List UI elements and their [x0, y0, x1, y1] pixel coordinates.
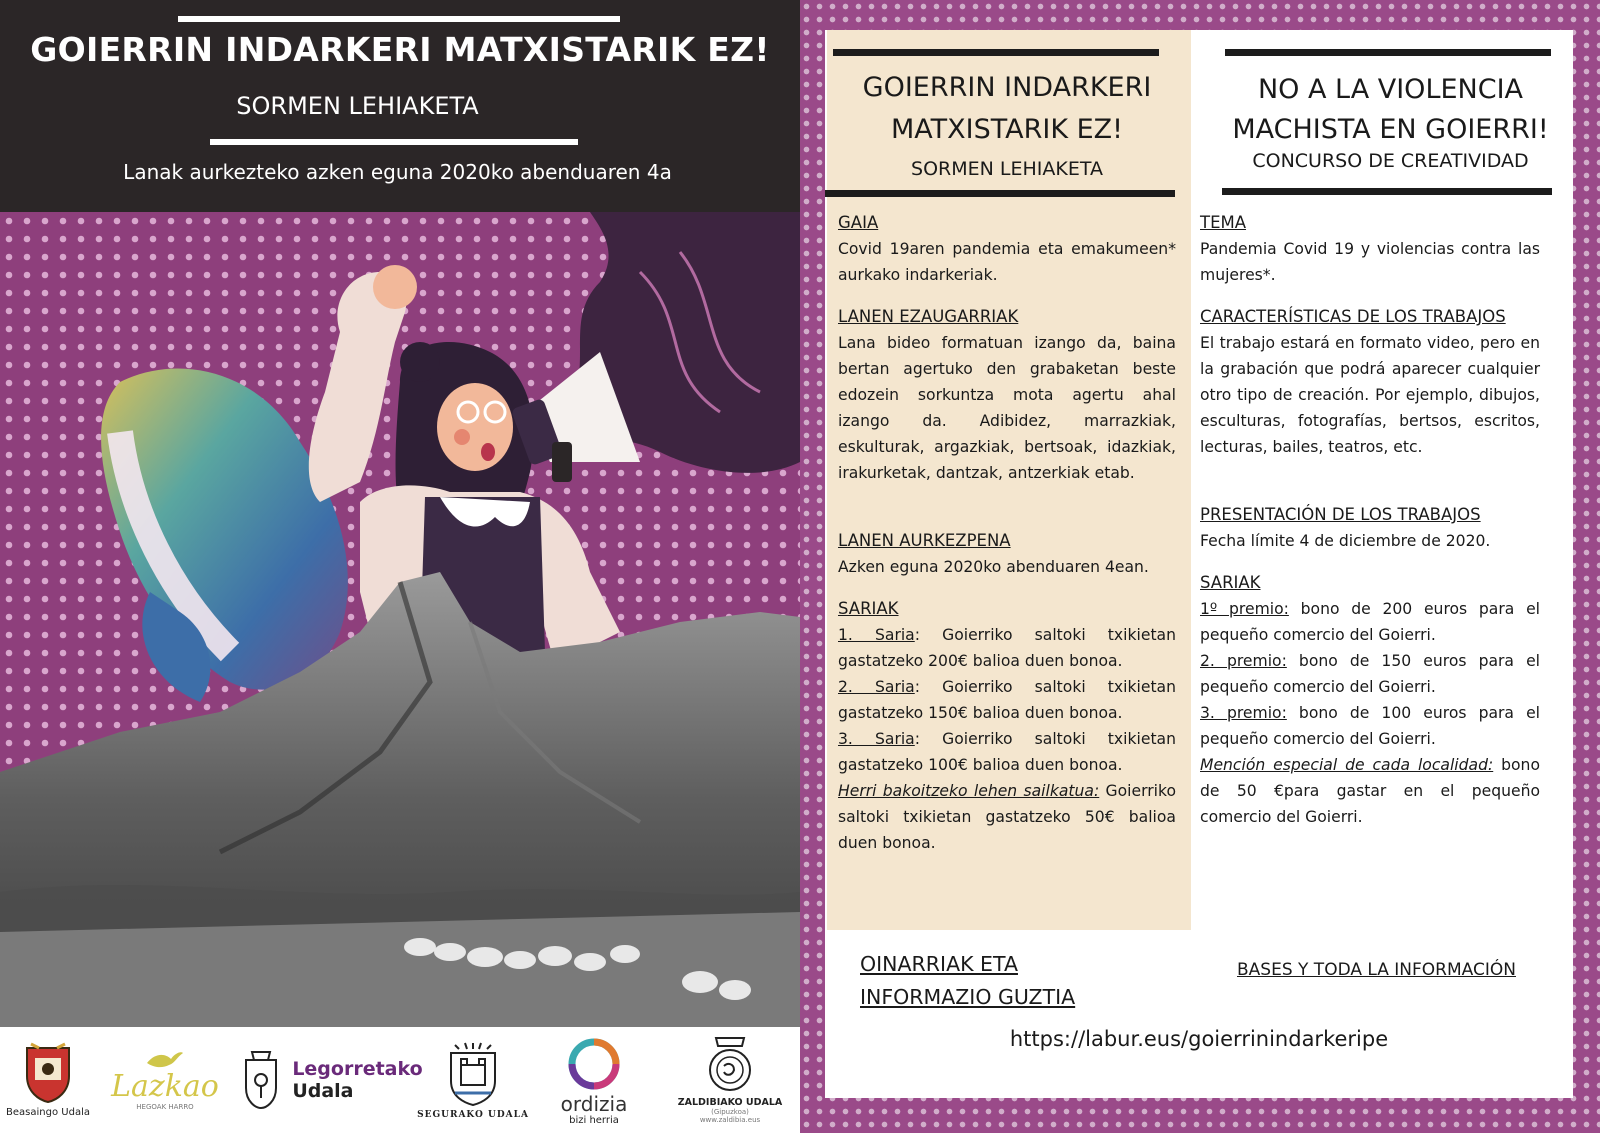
- eu-header-rule-top: [833, 49, 1159, 56]
- es-tema-heading: TEMA: [1200, 213, 1247, 232]
- eu-prize-2-label: 2. Saria: [838, 678, 915, 696]
- eu-gaia-heading: GAIA: [838, 213, 879, 232]
- eu-prize-4-label: Herri bakoitzeko lehen sailkatua:: [838, 782, 1100, 800]
- segura-caption: SEGURAKO UDALA: [417, 1109, 529, 1120]
- es-prize-2: [1200, 648, 1540, 700]
- segura-logo: [418, 1027, 528, 1133]
- es-prize-4: [1200, 752, 1540, 830]
- eu-prize-1-text: : Goierriko saltoki txikietan gastatzeko 200€ balioa duen bonoa.: [838, 626, 1176, 670]
- es-present-text: Fecha límite 4 de diciembre de 2020.: [1200, 532, 1491, 550]
- beasain-shield-icon: [23, 1042, 73, 1104]
- eu-header-rule-bottom: [825, 190, 1175, 197]
- eu-title-line2: MATXISTARIK EZ!: [890, 114, 1124, 145]
- es-title-line2: MACHISTA EN GOIERRI!: [1232, 114, 1549, 145]
- municipality-logos: [0, 1027, 800, 1133]
- poster-illustration: [0, 212, 800, 1027]
- eu-prize-3-text: : Goierriko saltoki txikietan gastatzeko 100€ balioa duen bonoa.: [838, 730, 1176, 774]
- es-tema-text: Pandemia Covid 19 y violencias contra las mujeres*.: [1200, 240, 1540, 284]
- lazkao-tagline: HEGOAK HARRO: [136, 1103, 194, 1111]
- es-prize-1: [1200, 596, 1540, 648]
- es-sariak-heading: SARIAK: [1200, 573, 1261, 592]
- es-bases-link[interactable]: BASES Y TODA LA INFORMACIÓN: [1237, 960, 1516, 980]
- es-prize-3: [1200, 700, 1540, 752]
- meadow: [0, 912, 800, 1027]
- eu-prize-3-label: 3. Saria: [838, 730, 915, 748]
- ordizia-tagline: bizi herria: [569, 1114, 619, 1126]
- header-rule-top: [178, 16, 620, 22]
- poster-deadline: Lanak aurkezteko azken eguna 2020ko abenduaren 4a: [123, 160, 672, 184]
- eu-sariak-heading: SARIAK: [838, 599, 899, 618]
- eu-prize-1-label: 1. Saria: [838, 626, 915, 644]
- es-present-heading: PRESENTACIÓN DE LOS TRABAJOS: [1200, 505, 1481, 524]
- poster-subtitle: SORMEN LEHIAKETA: [236, 92, 479, 120]
- es-caract-text: El trabajo estará en formato video, pero en la grabación que podrá aparecer cualquier otro tipo de creación. Por ejemplo, dibujos, esculturas, fotografías, bertsos, escritos, lecturas, bailes, teatros, etc.: [1200, 334, 1540, 456]
- lazkao-logo: [110, 1027, 220, 1133]
- es-prize-3-label: 3. premio:: [1200, 704, 1287, 722]
- eu-lanen-heading: LANEN EZAUGARRIAK: [838, 307, 1019, 326]
- zaldibia-caption: ZALDIBIAKO UDALA: [677, 1097, 783, 1108]
- eu-prize-1: [838, 622, 1176, 674]
- eu-aurkezpena-heading: LANEN AURKEZPENA: [838, 531, 1011, 550]
- eu-prize-3: [838, 726, 1176, 778]
- eu-prize-4: [838, 778, 1176, 856]
- info-url-link[interactable]: https://labur.eus/goierrinindarkeripe: [1009, 1027, 1389, 1051]
- eu-title-line1: GOIERRIN INDARKERI: [862, 72, 1152, 103]
- legorreta-wordmark: [292, 1058, 422, 1102]
- ordizia-ring-icon: [565, 1035, 623, 1093]
- eu-prize-4-text: Goierriko saltoki txikietan gastatzeko 50€ balioa duen bonoa.: [838, 782, 1176, 852]
- illustration-svg: [0, 212, 800, 1027]
- eu-column: [838, 210, 1176, 856]
- face: [437, 383, 513, 471]
- segura-shield-icon: [445, 1041, 501, 1107]
- eu-subtitle: SORMEN LEHIAKETA: [911, 158, 1103, 180]
- es-prize-1-text: bono de 200 euros para el pequeño comercio del Goierri.: [1200, 600, 1540, 644]
- es-prize-2-label: 2. premio:: [1200, 652, 1287, 670]
- es-header-rule-top: [1225, 49, 1551, 56]
- right-poster: [800, 0, 1600, 1133]
- ordizia-wordmark: ordizia: [560, 1091, 628, 1116]
- poster-header: [0, 0, 800, 212]
- es-prize-1-label: 1º premio:: [1200, 600, 1289, 618]
- es-prize-3-text: bono de 100 euros para el pequeño comercio del Goierri.: [1200, 704, 1540, 748]
- eu-lanen-text: Lana bideo formatuan izango da, baina bertan agertuko den grabaketan beste edozein sorkuntza mota agertu ahal izango da. Adibidez, marrazkiak, eskulturak, argazkiak, bertsoak, idazkiak, irakurketak, dantzak, antzerkiak etab.: [838, 334, 1176, 482]
- es-prize-4-label: Mención especial de cada localidad:: [1200, 756, 1494, 774]
- es-prize-4-text: bono de 50 €para gastar en el pequeño comercio del Goierri.: [1200, 756, 1540, 826]
- zaldibia-logo: [675, 1027, 785, 1133]
- es-header-rule-bottom: [1222, 188, 1552, 195]
- beasain-caption: Beasaingo Udala: [6, 1107, 90, 1118]
- info-card: [825, 30, 1573, 1098]
- es-caract-heading: CARACTERÍSTICAS DE LOS TRABAJOS: [1200, 307, 1506, 326]
- legorreta-shield-icon: [242, 1050, 280, 1110]
- es-title-line1: NO A LA VIOLENCIA: [1257, 74, 1524, 105]
- eu-prize-2: [838, 674, 1176, 726]
- legorreta-wordmark-line1: Legorretako: [292, 1058, 423, 1080]
- eu-prize-2-text: : Goierriko saltoki txikietan gastatzeko 150€ balioa duen bonoa.: [838, 678, 1176, 722]
- legorreta-wordmark-line2: Udala: [292, 1080, 354, 1102]
- bird-icon: [145, 1049, 185, 1071]
- poster-title: GOIERRIN INDARKERI MATXISTARIK EZ!: [30, 30, 770, 69]
- lazkao-wordmark: Lazkao: [111, 1069, 219, 1104]
- beasain-logo: [8, 1027, 88, 1133]
- es-subtitle: CONCURSO DE CREATIVIDAD: [1252, 150, 1529, 172]
- eu-aurkezpena-text: Azken eguna 2020ko abenduaren 4ean.: [838, 558, 1149, 576]
- es-prize-2-text: bono de 150 euros para el pequeño comercio del Goierri.: [1200, 652, 1540, 696]
- ordizia-logo: [548, 1027, 640, 1133]
- raised-fist: [373, 265, 417, 309]
- eu-bases-line2: INFORMAZIO GUZTIA: [860, 985, 1076, 1009]
- eu-bases-link[interactable]: [860, 948, 1075, 1014]
- eu-gaia-text: Covid 19aren pandemia eta emakumeen* aurkako indarkeriak.: [838, 240, 1176, 284]
- eu-bases-line1: OINARRIAK ETA: [860, 952, 1018, 976]
- zaldibia-shield-icon: [706, 1036, 754, 1094]
- legorreta-logo: [240, 1027, 425, 1133]
- zaldibia-website: www.zaldibia.eus: [699, 1116, 761, 1124]
- es-column: [1200, 210, 1540, 830]
- zaldibia-province: (Gipuzkoa): [711, 1108, 749, 1116]
- header-rule-bottom: [210, 139, 578, 145]
